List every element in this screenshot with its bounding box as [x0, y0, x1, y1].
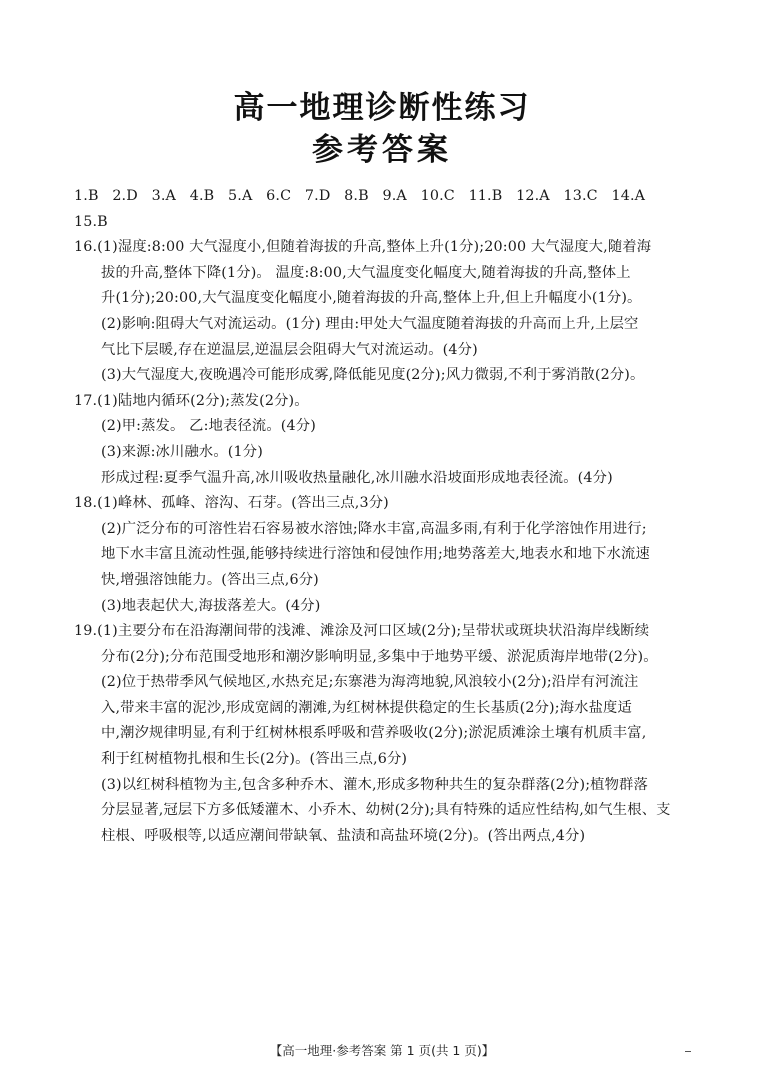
mc-answer: 13.C [563, 188, 598, 204]
answer-line: 拔的升高,整体下降(1分)。 温度:8:00,大气温度变化幅度大,随着海拔的升高,整体上 [101, 264, 631, 281]
mc-answer: 7.D [304, 188, 331, 204]
mc-answer: 12.A [516, 188, 550, 204]
answer-line: 16.(1)湿度:8:00 大气湿度小,但随着海拔的升高,整体上升(1分);20:00 大气湿度大,随着海 [74, 239, 652, 256]
answer-line: 19.(1)主要分布在沿海潮间带的浅滩、滩涂及河口区域(2分);呈带状或斑块状沿海岸线断续 [74, 623, 650, 640]
mc-answer: 8.B [344, 188, 369, 204]
answer-line: (2)位于热带季风气候地区,水热充足;东寨港为海湾地貌,风浪较小(2分);沿岸有河流注 [101, 674, 639, 691]
mc-answer-15: 15.B [74, 213, 108, 230]
answer-line: 形成过程:夏季气温升高,冰川吸收热量融化,冰川融水沿坡面形成地表径流。(4分) [101, 469, 613, 486]
mc-answer: 2.D [112, 188, 138, 204]
answer-line: 气比下层暖,存在逆温层,逆温层会阻碍大气对流运动。(4分) [101, 341, 478, 358]
page-subtitle: 参考答案 [312, 132, 452, 168]
multiple-choice-answers [74, 184, 694, 210]
page-footer: 【高一地理·参考答案 第 1 页(共 1 页)】 [269, 1043, 495, 1058]
answer-line: (3)大气湿度大,夜晚遇冷可能形成雾,降低能见度(2分);风力微弱,不利于雾消散(2分)。 [101, 367, 645, 384]
answer-line: (3)地表起伏大,海拔落差大。(4分) [101, 597, 321, 614]
mc-answer: 6.C [266, 188, 292, 204]
answer-line: 升(1分);20:00,大气温度变化幅度小,随着海拔的升高,整体上升,但上升幅度小(1分)。 [101, 290, 642, 307]
answer-lines [74, 235, 694, 849]
answer-line: 17.(1)陆地内循环(2分);蒸发(2分)。 [74, 392, 309, 409]
mc-answer: 14.A [611, 188, 646, 204]
mc-answer: 1.B [74, 188, 99, 204]
answer-line: (2)影响:阻碍大气对流运动。(1分) 理由:甲处大气温度随着海拔的升高而上升,上层空 [101, 315, 639, 332]
answer-line: 分层显著,冠层下方多低矮灌木、小乔木、幼树(2分);具有特殊的适应性结构,如气生根、支 [101, 802, 671, 819]
answer-line: (2)甲:蒸发。 乙:地表径流。(4分) [101, 418, 316, 435]
mc-answer: 10.C [420, 188, 455, 204]
answer-line: 分布(2分);分布范围受地形和潮汐影响明显,多集中于地势平缓、淤泥质海岸地带(2分)。 [101, 648, 658, 665]
mc-answer: 5.A [228, 188, 253, 204]
answer-line: 地下水丰富且流动性强,能够持续进行溶蚀和侵蚀作用;地势落差大,地表水和地下水流速 [101, 546, 650, 563]
answer-line: 利于红树植物扎根和生长(2分)。(答出三点,6分) [101, 751, 408, 768]
mc-answer: 9.A [382, 188, 407, 204]
answer-line: (2)广泛分布的可溶性岩石容易被水溶蚀;降水丰富,高温多雨,有利于化学溶蚀作用进行; [101, 520, 647, 537]
answer-line: (3)来源:冰川融水。(1分) [101, 443, 263, 460]
footer-mark [685, 1051, 691, 1052]
answer-line: 中,潮汐规律明显,有利于红树林根系呼吸和营养吸收(2分);淤泥质滩涂土壤有机质丰富, [101, 725, 647, 742]
mc-answer: 3.A [151, 188, 176, 204]
answer-line: 快,增强溶蚀能力。(答出三点,6分) [101, 571, 319, 588]
mc-answer: 11.B [468, 188, 503, 204]
page-title: 高一地理诊断性练习 [233, 90, 531, 126]
answer-body [74, 184, 694, 849]
mc-answer: 4.B [189, 188, 215, 204]
answer-line: 18.(1)峰林、孤峰、溶沟、石芽。(答出三点,3分) [74, 495, 389, 512]
answer-line: 入,带来丰富的泥沙,形成宽阔的潮滩,为红树林提供稳定的生长基质(2分);海水盐度适 [101, 699, 632, 716]
answer-line: 柱根、呼吸根等,以适应潮间带缺氧、盐渍和高盐环境(2分)。(答出两点,4分) [101, 827, 586, 844]
answer-line: (3)以红树科植物为主,包含多种乔木、灌木,形成多物种共生的复杂群落(2分);植物群落 [101, 776, 648, 793]
